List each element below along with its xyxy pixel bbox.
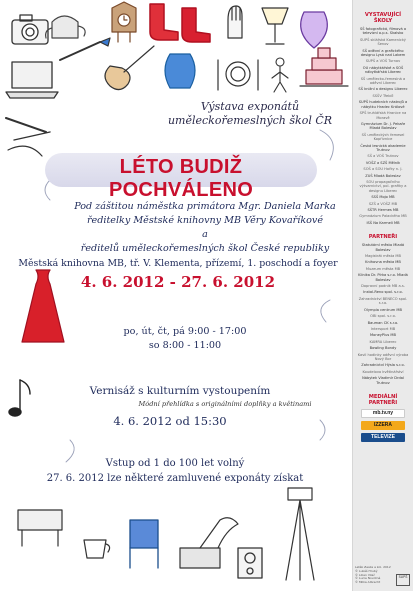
sidebar-list-item: Knihovna města MB xyxy=(365,260,401,265)
subtitle-line-2: uměleckořemeslných škol ČR xyxy=(167,114,333,127)
sidebar-list-item: SPŠ truhlářská Hranice na Moravě xyxy=(359,111,407,120)
sidebar-list-item: SOU propagačního výtvarnictví, pol. grafiky a designu Liberec xyxy=(359,179,407,193)
entry-line-2: 27. 6. 2012 lze některé zamluvené exponáty získat xyxy=(46,473,304,484)
sidebar-list-item: Magistrát města MB xyxy=(365,254,401,259)
exhibition-subtitle xyxy=(150,100,350,128)
sidebar-list-item: SSŠV Třebíč xyxy=(372,93,394,98)
vernisage-title: Vernisáž s kulturním vystoupením xyxy=(89,385,271,397)
vernisage-note xyxy=(110,400,340,408)
entry-info xyxy=(10,456,340,486)
sidebar-list-item: Olympia centrum MB xyxy=(364,307,402,312)
sidebar-list-item: SŠ uměleckých řemesel Kopřivnice xyxy=(361,132,405,142)
sidebar-list-item: Gymnázium Palackého MB xyxy=(359,214,407,219)
media-logo-mbtv: mb.tv.ny xyxy=(361,409,405,418)
sidebar-list-item: Bowling Bondy xyxy=(369,346,397,351)
sidebar-list-item: OBI spol. s.r.o. xyxy=(370,314,396,319)
exhibition-dates: 4. 6. 2012 - 27. 6. 2012 xyxy=(80,273,276,291)
media-logo-izzera: IZZERA xyxy=(361,421,405,430)
sidebar-list-item: SŠ a VOŠ Trutnov xyxy=(367,154,399,159)
sidebar-list-item: Muzeum města MB xyxy=(365,266,401,271)
sidebar-list-item: Klinika Dr. Pírka s.r.o. Mladá Boleslav xyxy=(358,273,408,282)
partners-list xyxy=(355,243,411,385)
sidebar-list-item: Zahradnictví BENECO spol. s.r.o. xyxy=(358,296,408,306)
hours-weekdays: po, út, čt, pá 9:00 - 17:00 xyxy=(123,326,247,337)
subtitle-line-1: Výstava exponátů xyxy=(200,100,300,113)
vernisage-date: 4. 6. 2012 od 15:30 xyxy=(113,414,227,428)
sidebar-list-item: SUPŠ a VOŠ Turnov xyxy=(365,59,401,64)
patronage-block xyxy=(60,200,350,256)
sponsors-sidebar xyxy=(352,0,413,591)
partners-heading: PARTNEŘI xyxy=(368,234,398,241)
media-logos xyxy=(355,409,411,442)
credit-line: © Lukáš Hrubý xyxy=(355,568,378,573)
sidebar-list-item: SUPŠ sklářská Kamenický Šenov xyxy=(360,37,406,47)
schools-heading: VYSTAVUJÍCÍ ŠKOLY xyxy=(364,12,402,24)
sidebar-list-item: SŠTR Hermes MB xyxy=(367,208,399,212)
sidebar-list-item: SZŠ a VOŠZ MB xyxy=(368,201,398,206)
sidebar-list-item: Instal-Reno spol. s.r.o. xyxy=(363,290,403,295)
credit-line: © Lilian Vilač xyxy=(355,572,375,577)
media-heading: MEDIÁLNÍ PARTNEŘI xyxy=(368,393,398,406)
sidebar-list-item: SŠ knižní a designu Liberec xyxy=(358,87,408,92)
sidebar-list-item: SŠ fotografická, filmová a televizní o.p.s. Skalsko xyxy=(359,27,407,36)
schools-list xyxy=(355,27,411,225)
opening-hours xyxy=(60,325,310,353)
hours-saturday: so 8:00 - 11:00 xyxy=(148,340,222,351)
credit-line: © Milka Albrecht xyxy=(355,580,381,585)
sidebar-list-item: Česká lesnická akademie Trutnov xyxy=(360,143,406,152)
media-logo-tv: TELEVIZE xyxy=(361,433,405,442)
patronage-line-4: ředitelů uměleckořemeslných škol České republiky xyxy=(80,243,330,254)
school-logo: SUPŠ xyxy=(396,574,410,586)
sidebar-list-item: ZUŠ Mladá Boleslav xyxy=(365,173,401,178)
sidebar-list-item: Nábytek Vladimír Drdal Trutnov xyxy=(362,376,404,385)
sidebar-list-item: KAMRA Liberec xyxy=(369,339,397,344)
sidebar-list-item: Bauman CK s.r.o. xyxy=(367,320,399,325)
sidebar-list-item: Statutární město Mladá Boleslav xyxy=(361,243,405,252)
sidebar-list-item: ISŠ Na Karmeli MB xyxy=(366,220,400,225)
entry-line-1: Vstup od 1 do 100 let volný xyxy=(105,458,245,469)
sidebar-list-item: SSŠ Mojo MB xyxy=(371,195,395,200)
sidebar-list-item: VOŠZ a SZŠ Mělník xyxy=(365,160,401,165)
sidebar-list-item: MoneyPlus MB xyxy=(370,333,396,338)
credit-line: © Lucie Novotná xyxy=(355,576,381,581)
vernisage-note-line-1: Módní přehlídka s originálními doplňky a květinami xyxy=(138,400,312,408)
sidebar-list-item: Gymnázium Dr. J. Pekaře Mladá Boleslav xyxy=(360,121,406,131)
sidebar-list-item: SŠ oděvní a grafického designu Lysá nad Labem xyxy=(360,48,406,58)
credit-line: Leták Zesila a kol. 2012 xyxy=(355,565,391,569)
sidebar-list-item: Dopravní podnik MB a.s. xyxy=(361,284,405,289)
sidebar-list-item: Intersport MB xyxy=(370,326,396,331)
patronage-line-3: a xyxy=(202,229,208,240)
sidebar-list-item: Kavil hodinky oděvní výroba Nový Bor xyxy=(357,352,409,361)
sidebar-list-item: Koudelovo květinářství xyxy=(362,369,404,374)
patronage-line-2: ředitelky Městské knihovny MB Věry Kovaříkové xyxy=(86,215,324,226)
sidebar-list-item: OU nábytkářské a SOŠ nábytkářská Liberec xyxy=(362,65,404,75)
venue-text: Městská knihovna MB, tř. V. Klementa, přízemí, 1. poschodí a foyer xyxy=(18,258,338,269)
patronage-line-1: Pod záštitou náměstka primátora Mgr. Daniela Marka xyxy=(74,201,336,212)
exhibition-title: LÉTO BUDIŽ POCHVÁLENO xyxy=(108,156,254,201)
sidebar-list-item: SUPŠ hudebních nástrojů a nábytku Hradec Králové xyxy=(358,100,408,109)
sidebar-list-item: SŠ umělecko-řemeslná a oděvní Liberec xyxy=(360,76,406,86)
sidebar-list-item: SOŠ a SOU Hořky n. J. xyxy=(363,167,403,172)
sidebar-list-item: Zahradnictví Hýsla s.r.o. xyxy=(361,363,405,368)
